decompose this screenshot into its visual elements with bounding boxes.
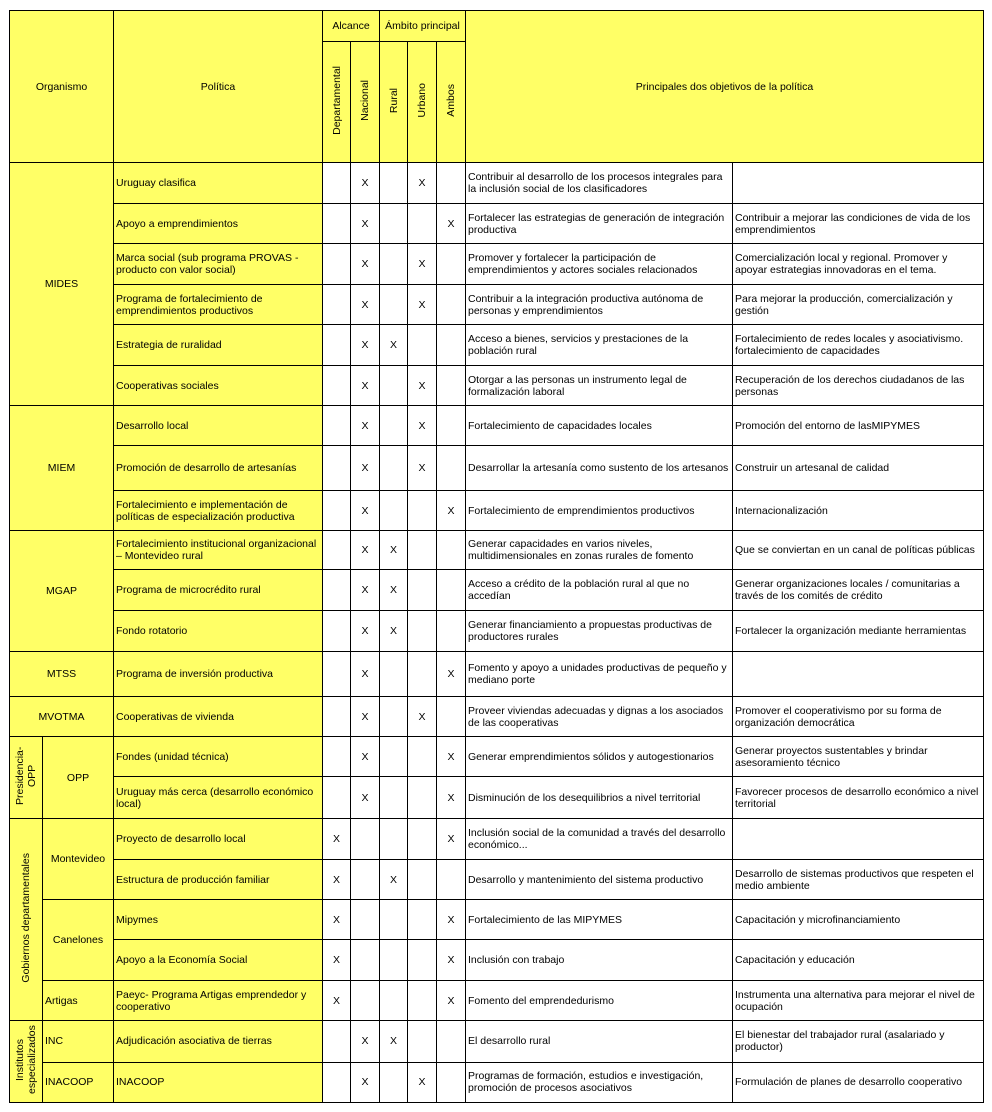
organism-artigas: Artigas — [43, 981, 114, 1021]
table-row — [10, 325, 984, 366]
organism-montevideo: Montevideo — [43, 819, 114, 900]
mark-urbano — [408, 570, 437, 611]
policy-name: Programa de microcrédito rural — [114, 570, 323, 611]
mark-rural: X — [380, 570, 408, 611]
table-row — [10, 652, 984, 697]
objective-2: Formulación de planes de desarrollo cooperativo — [733, 1062, 984, 1103]
table-row — [10, 611, 984, 652]
header-nacional: Nacional — [351, 42, 380, 163]
mark-nacional: X — [351, 446, 380, 491]
mark-urbano: X — [408, 285, 437, 325]
mark-urbano: X — [408, 366, 437, 406]
mark-urbano — [408, 860, 437, 900]
mark-rural — [380, 244, 408, 285]
objective-1: Contribuir al desarrollo de los procesos integrales para la inclusión social de los clasificadores — [466, 163, 733, 204]
header-urbano: Urbano — [408, 42, 437, 163]
mark-nacional: X — [351, 697, 380, 737]
policy-name: Programa de fortalecimiento de emprendimientos productivos — [114, 285, 323, 325]
header-objetivos: Principales dos objetivos de la política — [466, 11, 984, 163]
mark-departamental: X — [323, 981, 351, 1021]
objective-1: Desarrollar la artesanía como sustento de los artesanos — [466, 446, 733, 491]
mark-nacional: X — [351, 325, 380, 366]
mark-departamental — [323, 244, 351, 285]
table-row — [10, 244, 984, 285]
mark-urbano — [408, 1021, 437, 1063]
mark-nacional: X — [351, 611, 380, 652]
mark-nacional: X — [351, 652, 380, 697]
mark-urbano: X — [408, 163, 437, 204]
group-institutos-especializados: Institutos especializados — [10, 1021, 43, 1103]
mark-nacional: X — [351, 737, 380, 777]
objective-2: Que se conviertan en un canal de políticas públicas — [733, 531, 984, 570]
mark-ambos — [437, 531, 466, 570]
objective-1: Fomento y apoyo a unidades productivas de pequeño y mediano porte — [466, 652, 733, 697]
mark-ambos — [437, 285, 466, 325]
mark-nacional: X — [351, 244, 380, 285]
policy-name: Promoción de desarrollo de artesanías — [114, 446, 323, 491]
mark-departamental — [323, 1062, 351, 1103]
mark-nacional — [351, 860, 380, 900]
objective-1: Inclusión social de la comunidad a través del desarrollo económico... — [466, 819, 733, 860]
mark-nacional: X — [351, 285, 380, 325]
mark-urbano — [408, 652, 437, 697]
objective-2: Promoción del entorno de lasMIPYMES — [733, 406, 984, 446]
policy-name: Desarrollo local — [114, 406, 323, 446]
header-ambito: Ámbito principal — [380, 11, 466, 42]
table-row — [10, 1062, 984, 1103]
policy-name: Fondo rotatorio — [114, 611, 323, 652]
mark-departamental — [323, 285, 351, 325]
table-row — [10, 570, 984, 611]
mark-urbano: X — [408, 446, 437, 491]
organism-mtss: MTSS — [10, 652, 114, 697]
mark-ambos — [437, 697, 466, 737]
mark-ambos — [437, 611, 466, 652]
mark-urbano — [408, 819, 437, 860]
mark-departamental: X — [323, 940, 351, 981]
mark-rural: X — [380, 531, 408, 570]
table-row — [10, 860, 984, 900]
objective-2: Capacitación y educación — [733, 940, 984, 981]
mark-urbano — [408, 611, 437, 652]
mark-nacional — [351, 900, 380, 940]
mark-rural — [380, 900, 408, 940]
mark-urbano — [408, 900, 437, 940]
mark-urbano — [408, 325, 437, 366]
objective-1: Promover y fortalecer la participación de emprendimientos y actores sociales relacionados — [466, 244, 733, 285]
mark-departamental: X — [323, 860, 351, 900]
objective-2: Fortalecimiento de redes locales y asociativismo. fortalecimiento de capacidades — [733, 325, 984, 366]
mark-ambos: X — [437, 737, 466, 777]
mark-nacional: X — [351, 366, 380, 406]
mark-rural — [380, 446, 408, 491]
mark-rural — [380, 697, 408, 737]
objective-1: Fortalecimiento de capacidades locales — [466, 406, 733, 446]
objective-1: Programas de formación, estudios e investigación, promoción de procesos asociativos — [466, 1062, 733, 1103]
header-ambos: Ambos — [437, 42, 466, 163]
objective-2: Comercialización local y regional. Promover y apoyar estrategias innovadoras en el tema. — [733, 244, 984, 285]
mark-nacional: X — [351, 1021, 380, 1063]
objective-2: Instrumenta una alternativa para mejorar el nivel de ocupación — [733, 981, 984, 1021]
mark-rural — [380, 406, 408, 446]
mark-rural — [380, 491, 408, 531]
mark-nacional — [351, 940, 380, 981]
mark-departamental — [323, 652, 351, 697]
table-row — [10, 940, 984, 981]
table-row — [10, 819, 984, 860]
mark-ambos: X — [437, 491, 466, 531]
policy-name: Proyecto de desarrollo local — [114, 819, 323, 860]
table-row — [10, 981, 984, 1021]
mark-departamental — [323, 325, 351, 366]
header-alcance: Alcance — [323, 11, 380, 42]
mark-urbano: X — [408, 406, 437, 446]
table-row — [10, 737, 984, 777]
mark-ambos: X — [437, 652, 466, 697]
mark-departamental — [323, 491, 351, 531]
objective-1: Desarrollo y mantenimiento del sistema productivo — [466, 860, 733, 900]
objective-2: Recuperación de los derechos ciudadanos de las personas — [733, 366, 984, 406]
table-row — [10, 697, 984, 737]
mark-rural — [380, 777, 408, 819]
mark-departamental — [323, 406, 351, 446]
objective-2: Para mejorar la producción, comercialización y gestión — [733, 285, 984, 325]
mark-departamental — [323, 611, 351, 652]
mark-ambos — [437, 325, 466, 366]
mark-nacional: X — [351, 777, 380, 819]
mark-departamental — [323, 737, 351, 777]
mark-nacional: X — [351, 531, 380, 570]
mark-urbano — [408, 204, 437, 244]
policy-name: Uruguay más cerca (desarrollo económico local) — [114, 777, 323, 819]
table-row — [10, 285, 984, 325]
objective-1: Fortalecimiento de las MIPYMES — [466, 900, 733, 940]
mark-rural — [380, 163, 408, 204]
mark-rural — [380, 204, 408, 244]
policy-name: Apoyo a la Economía Social — [114, 940, 323, 981]
policy-name: Uruguay clasifica — [114, 163, 323, 204]
table-row — [10, 163, 984, 204]
mark-nacional: X — [351, 491, 380, 531]
mark-nacional: X — [351, 1062, 380, 1103]
objective-2: Promover el cooperativismo por su forma de organización democrática — [733, 697, 984, 737]
header-organismo: Organismo — [10, 11, 114, 163]
policy-name: Adjudicación asociativa de tierras — [114, 1021, 323, 1063]
header-politica: Política — [114, 11, 323, 163]
mark-rural: X — [380, 611, 408, 652]
mark-nacional — [351, 819, 380, 860]
table-row — [10, 900, 984, 940]
objective-2: Generar proyectos sustentables y brindar asesoramiento técnico — [733, 737, 984, 777]
organism-mgap: MGAP — [10, 531, 114, 652]
objective-1: El desarrollo rural — [466, 1021, 733, 1063]
objective-1: Fortalecer las estrategias de generación de integración productiva — [466, 204, 733, 244]
mark-ambos — [437, 406, 466, 446]
objective-2 — [733, 819, 984, 860]
policy-table-body — [10, 163, 984, 1103]
mark-rural: X — [380, 325, 408, 366]
mark-rural — [380, 1062, 408, 1103]
table-row — [10, 777, 984, 819]
mark-rural — [380, 940, 408, 981]
objective-2: Favorecer procesos de desarrollo económico a nivel territorial — [733, 777, 984, 819]
mark-rural — [380, 981, 408, 1021]
organism-canelones: Canelones — [43, 900, 114, 981]
mark-urbano: X — [408, 697, 437, 737]
mark-rural: X — [380, 1021, 408, 1063]
policy-name: Programa de inversión productiva — [114, 652, 323, 697]
mark-nacional: X — [351, 406, 380, 446]
organism-inc: INC — [43, 1021, 114, 1063]
table-row — [10, 406, 984, 446]
mark-ambos — [437, 1062, 466, 1103]
objective-2 — [733, 652, 984, 697]
mark-departamental — [323, 163, 351, 204]
group-presidencia-opp: Presidencia-OPP — [10, 737, 43, 819]
mark-ambos — [437, 366, 466, 406]
mark-rural — [380, 819, 408, 860]
policy-name: Fortalecimiento institucional organizacional – Montevideo rural — [114, 531, 323, 570]
objective-2: El bienestar del trabajador rural (asalariado y productor) — [733, 1021, 984, 1063]
policy-name: Fortalecimiento e implementación de políticas de especialización productiva — [114, 491, 323, 531]
objective-1: Disminución de los desequilibrios a nivel territorial — [466, 777, 733, 819]
mark-urbano — [408, 491, 437, 531]
mark-departamental — [323, 446, 351, 491]
table-row — [10, 446, 984, 491]
mark-departamental — [323, 1021, 351, 1063]
mark-rural — [380, 652, 408, 697]
policy-name: Fondes (unidad técnica) — [114, 737, 323, 777]
policy-name: Cooperativas sociales — [114, 366, 323, 406]
mark-urbano — [408, 531, 437, 570]
objective-1: Generar capacidades en varios niveles, multidimensionales en zonas rurales de fomento — [466, 531, 733, 570]
objective-1: Acceso a bienes, servicios y prestaciones de la población rural — [466, 325, 733, 366]
table-row — [10, 204, 984, 244]
header-departamental: Departamental — [323, 42, 351, 163]
mark-ambos: X — [437, 819, 466, 860]
table-row — [10, 366, 984, 406]
organism-opp: OPP — [43, 737, 114, 819]
policy-name: Apoyo a emprendimientos — [114, 204, 323, 244]
policy-name: Marca social (sub programa PROVAS - producto con valor social) — [114, 244, 323, 285]
mark-nacional — [351, 981, 380, 1021]
mark-ambos: X — [437, 777, 466, 819]
policy-name: Mipymes — [114, 900, 323, 940]
mark-ambos: X — [437, 981, 466, 1021]
mark-urbano: X — [408, 1062, 437, 1103]
header-rural: Rural — [380, 42, 408, 163]
table-row — [10, 531, 984, 570]
mark-rural — [380, 737, 408, 777]
mark-ambos — [437, 446, 466, 491]
mark-urbano — [408, 940, 437, 981]
policy-name: Paeyc- Programa Artigas emprendedor y cooperativo — [114, 981, 323, 1021]
mark-departamental: X — [323, 900, 351, 940]
mark-departamental — [323, 697, 351, 737]
mark-departamental — [323, 531, 351, 570]
mark-urbano — [408, 981, 437, 1021]
mark-urbano — [408, 737, 437, 777]
objective-1: Generar financiamiento a propuestas productivas de productores rurales — [466, 611, 733, 652]
mark-departamental — [323, 570, 351, 611]
mark-nacional: X — [351, 570, 380, 611]
table-row — [10, 491, 984, 531]
mark-urbano — [408, 777, 437, 819]
mark-departamental — [323, 204, 351, 244]
objective-1: Otorgar a las personas un instrumento legal de formalización laboral — [466, 366, 733, 406]
objective-2: Contribuir a mejorar las condiciones de vida de los emprendimientos — [733, 204, 984, 244]
mark-ambos: X — [437, 900, 466, 940]
objective-2: Fortalecer la organización mediante herramientas — [733, 611, 984, 652]
group-gobiernos-departamentales: Gobiernos departamentales — [10, 819, 43, 1021]
mark-ambos — [437, 244, 466, 285]
mark-departamental: X — [323, 819, 351, 860]
objective-2 — [733, 163, 984, 204]
objective-2: Internacionalización — [733, 491, 984, 531]
objective-1: Fomento del emprendedurismo — [466, 981, 733, 1021]
objective-1: Inclusión con trabajo — [466, 940, 733, 981]
organism-mides: MIDES — [10, 163, 114, 406]
mark-rural — [380, 285, 408, 325]
mark-nacional: X — [351, 163, 380, 204]
mark-ambos — [437, 570, 466, 611]
mark-ambos — [437, 860, 466, 900]
objective-1: Proveer viviendas adecuadas y dignas a los asociados de las cooperativas — [466, 697, 733, 737]
objective-2: Generar organizaciones locales / comunitarias a través de los comités de crédito — [733, 570, 984, 611]
policy-name: INACOOP — [114, 1062, 323, 1103]
mark-urbano: X — [408, 244, 437, 285]
organism-inacoop: INACOOP — [43, 1062, 114, 1103]
mark-ambos: X — [437, 940, 466, 981]
objective-2: Construir un artesanal de calidad — [733, 446, 984, 491]
organism-mvotma: MVOTMA — [10, 697, 114, 737]
mark-rural: X — [380, 860, 408, 900]
objective-1: Acceso a crédito de la población rural al que no accedían — [466, 570, 733, 611]
policy-name: Estrategia de ruralidad — [114, 325, 323, 366]
mark-ambos — [437, 163, 466, 204]
mark-ambos: X — [437, 204, 466, 244]
mark-departamental — [323, 777, 351, 819]
objective-2: Desarrollo de sistemas productivos que respeten el medio ambiente — [733, 860, 984, 900]
policy-table — [9, 10, 984, 1103]
objective-1: Generar emprendimientos sólidos y autogestionarios — [466, 737, 733, 777]
mark-departamental — [323, 366, 351, 406]
policy-name: Cooperativas de vivienda — [114, 697, 323, 737]
objective-1: Fortalecimiento de emprendimientos productivos — [466, 491, 733, 531]
mark-rural — [380, 366, 408, 406]
objective-1: Contribuir a la integración productiva autónoma de personas y emprendimientos — [466, 285, 733, 325]
mark-nacional: X — [351, 204, 380, 244]
organism-miem: MIEM — [10, 406, 114, 531]
policy-name: Estructura de producción familiar — [114, 860, 323, 900]
table-row — [10, 1021, 984, 1063]
mark-ambos — [437, 1021, 466, 1063]
objective-2: Capacitación y microfinanciamiento — [733, 900, 984, 940]
